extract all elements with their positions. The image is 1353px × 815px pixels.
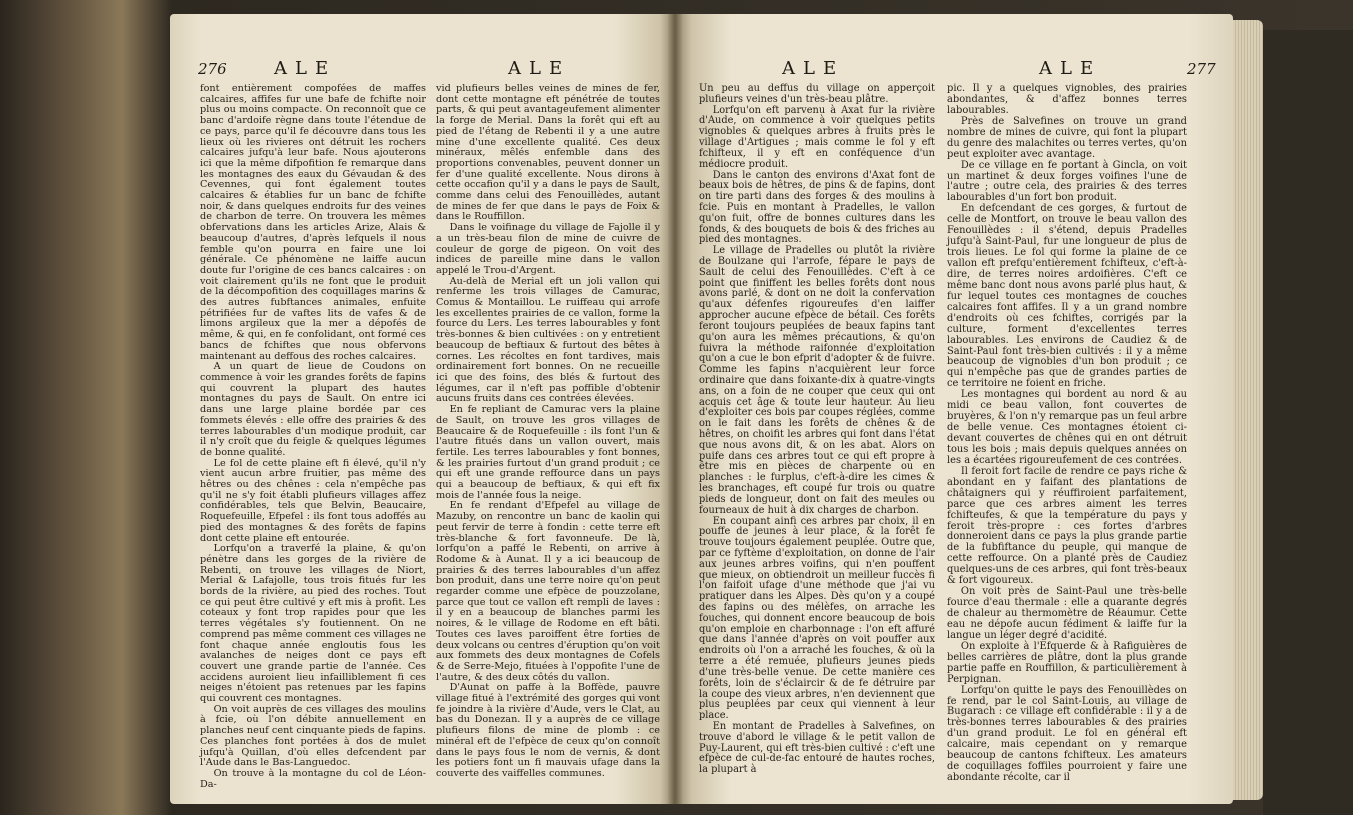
paragraph: Au-delà de Merial eft un joli vallon qui renferme les trois villages de Camurac, Comus & Montaillou. Le ruiffeau qui arrofe les excellentes prairies de ce vallon, forme la fource du Lers. Les terres labourables y font très-bonnes & bien cultivées : on y entretient beaucoup de beftiaux & furtout des bêtes à cornes. Les récoltes en font tardives, mais ordinairement fort bonnes. On ne recueille ici que des foins, des blés & furtout des légumes, car il n'eft pas poffible d'obtenir aucuns fruits dans ces contrées élevées.	[436, 275, 660, 405]
paragraph: Lorfqu'on quitte le pays des Fenouillèdes on fe rend, par le col Saint-Louis, au village de Bugarach : ce village eft confidérable : il y a de très-bonnes terres labourables & des prairies d'un grand produit. Le fol en général eft calcaire, mais cependant on y remarque beaucoup de cantons fchifteux. Les amateurs de coquillages foffiles pourroient y faire une abondante récolte, car il	[947, 684, 1187, 784]
left-header	[170, 58, 675, 84]
paragraph: On voit auprès de ces villages des moulins à fcie, où l'on débite annuellement en planches neuf cent cinquante pieds de fapins. Ces planches font portées à dos de mulet jufqu'à Quillan, d'où elles defcendent par l'Aude dans le Bas-Languedoc.	[200, 703, 426, 769]
paragraph: pic. Il y a quelques vignobles, des prairies abondantes, & d'affez bonnes terres labourables.	[947, 83, 1187, 116]
paragraph: En coupant ainfi ces arbres par choix, il en pouffe de jeunes à leur place, & la forêt fe trouve toujours également peuplée. Outre que, par ce fyftème d'exploitation, on donne de l'air aux jeunes arbres voifins, qui n'en pouffent que mieux, on obtiendroit un meilleur fuccès fi l'on faifoit ufage d'une méthode que j'ai vu pratiquer dans les Alpes. Dès qu'on y a coupé des fapins ou des mélèfes, on arrache les fouches, qui donnent encore beaucoup de bois qu'on emploie en charbonnage : l'on eft affuré que dans l'année d'après on voit pouffer aux endroits où l'on a arraché les fouches, & où la terre a été remuée, plufieurs jeunes pieds d'une très-belle venue. De cette manière ces forêts, loin de s'éclaircir & de fe détruire par la coupe des vieux arbres, n'en deviennent que plus peuplées par ceux qui viennent à leur place.	[699, 515, 935, 722]
paragraph: Lorfqu'on eft parvenu à Axat fur la rivière d'Aude, on commence à voir quelques petits vignobles & quelques arbres à fruits près le village d'Artigues ; mais comme le fol y eft fchifteux, il y eft en conféquence d'un médiocre produit.	[699, 104, 935, 170]
paragraph: A un quart de lieue de Coudons on commence à voir les grandes forêts de fapins qui couvrent la plupart des hautes montagnes du pays de Sault. On entre ici dans une large plaine bordée par ces fommets élevés : elle offre des prairies & des terres labourables d'un modique produit, car il n'y croît que du feigle & quelques légumes de bonne qualité.	[200, 361, 426, 458]
paragraph: Le village de Pradelles ou plutôt la rivière de Boulzane qui l'arrofe, fépare le pays de Sault de celui des Fenouillèdes. C'eft à ce point que finiffent les belles forêts dont nous avons parlé, & dont on ne doit la confervation qu'aux défenfes rigoureufes d'en laiffer approcher aucune efpèce de bétail. Ces forêts feront toujours peuplées de beaux fapins tant qu'on aura les mêmes précautions, & qu'on fuivra la méthode raifonnée d'exploitation qu'on a cue le bon efprit d'adopter & de fuivre. Comme les fapins n'acquièrent leur force ordinaire que dans foixante-dix à quatre-vingts ans, on a foin de ne couper que ceux qui ont acquis cet âge & toute leur hauteur. Au lieu d'exploiter ces bois par coupes réglées, comme on le fait dans les forêts de chênes & de hêtres, on choifit les arbres qui font dans l'état que nous avons dit, & on les abat. Alors on puife dans ces arbres tout ce qui eft propre à être mis en pièces de charpente ou en planches : le furplus, c'eft-à-dire les cimes & les branchages, eft coupé fur trois ou quatre pieds de longueur, dont on fait des meules ou fourneaux de huit à dix charges de charbon.	[699, 245, 935, 516]
paragraph: Il feroit fort facile de rendre ce pays riche & abondant en y faifant des plantations de châtaigners qui y réuffiroient parfaitement, parce que ces arbres aiment les terres fchifteufes, & que la température du pays y feroit très-propre : ces fortes d'arbres donneroient dans ce pays la plus grande partie de la fubfiftance du peuple, qui manque de cette reffource. On a planté près de Caudiez quelques-uns de ces arbres, qui font très-beaux & fort vigoureux.	[947, 465, 1187, 587]
paragraph: De ce village en fe portant à Gincla, on voit un martinet & deux forges voifines l'une de l'autre ; outre cela, des prairies & des terres labourables d'un fort bon produit.	[947, 159, 1187, 204]
paragraph: On trouve à la montagne du col de Léon-Da-	[200, 768, 426, 790]
left-running-head-1: ALE	[274, 58, 337, 79]
right-page-number: 277	[1187, 60, 1216, 78]
paragraph: En montant de Pradelles à Salvefines, on trouve d'abord le village & le petit vallon de Puy-Laurent, qui eft très-bien cultivé : c'eft une efpèce de cul-de-fac entouré de hautes roches, la plupart à	[699, 720, 935, 776]
right-column-1	[699, 84, 935, 776]
right-column-2	[947, 84, 1187, 784]
right-page	[675, 14, 1233, 804]
paragraph: En defcendant de ces gorges, & furtout de celle de Montfort, on trouve le beau vallon des Fenouillèdes : il s'étend, depuis Pradelles jufqu'à Saint-Paul, fur une longueur de plus de trois lieues. Le fol qui forme la plaine de ce vallon eft prefqu'entièrement fchifteux, c'eft-à-dire, de terres noires ardoifières. C'eft ce même banc dont nous avons parlé plus haut, & fur lequel toutes ces montagnes de couches calcaires font affifes. Il y a un grand nombre d'endroits où ces fchiftes, corrigés par la culture, forment d'excellentes terres labourables. Les environs de Caudiez & de Saint-Paul font très-bien cultivés : il y a même beaucoup de vignobles d'un bon produit ; ce qui n'empêche pas que de grandes parties de ce territoire ne foient en friche.	[947, 203, 1187, 390]
right-running-head-2: ALE	[1039, 58, 1102, 79]
paragraph: Un peu au deffus du village on apperçoit plufieurs veines d'un très-beau plâtre.	[699, 83, 935, 105]
left-column-2	[436, 84, 660, 780]
paragraph: Près de Salvefines on trouve un grand nombre de mines de cuivre, qui font la plupart du genre des malachites ou terres vertes, qu'on peut exploiter avec avantage.	[947, 115, 1187, 160]
background-shadow	[1263, 30, 1353, 815]
paragraph: En fe rendant d'Efpefel au village de Mazuby, on rencontre un banc de kaolin qui peut fervir de terre à fondin : cette terre eft très-blanche & fort favonneufe. De là, lorfqu'on a paffé le Rebenti, on arrive à Rodome & à Aunat. Il y a ici beaucoup de prairies & des terres labourables d'un affez bon produit, dans une terre noire qu'on peut regarder comme une efpèce de pouzzolane, parce que tout ce vallon eft rempli de laves : il y en a beaucoup de blanches parmi les noires, & le village de Rodome en eft bâti. Toutes ces laves paroiffent être forties de deux volcans ou centres d'éruption qu'on voit aux fommets des deux montagnes de Cofels & de Serre-Mejo, fituées à l'oppofite l'une de l'autre, & des deux côtés du vallon.	[436, 500, 660, 683]
book-gutter	[667, 14, 683, 804]
right-running-head-1: ALE	[782, 58, 845, 79]
paragraph: D'Aunat on paffe à la Boffède, pauvre village fitué à l'extrémité des gorges qui vont fe joindre à la rivière d'Aude, vers le Clat, au bas du Donezan. Il y a auprès de ce village plufieurs filons de mine de plomb : ce minéral eft de l'efpèce de ceux qu'on connoît dans le pays fous le nom de vernis, & dont les potiers font un fi mauvais ufage dans la couverte des vaiffelles communes.	[436, 682, 660, 779]
left-column-1	[200, 84, 426, 790]
paragraph: Dans le canton des environs d'Axat font de beaux bois de hêtres, de pins & de fapins, dont on tire parti dans des forges & des moulins à fcie. Puis en montant à Pradelles, le vallon qu'on fuit, offre de bonnes cultures dans les fonds, & des bouquets de bois & des friches au pied des montagnes.	[699, 169, 935, 246]
left-page-number: 276	[198, 60, 227, 78]
paragraph: Lorfqu'on a traverfé la plaine, & qu'on pénètre dans les gorges de la rivière de Rebenti, on trouve les villages de Niort, Merial & Lafajolle, tous trois fitués fur les bords de la rivière, au pied des roches. Tout ce qui peut être cultivé y eft mis à profit. Les coteaux y font trop rapides pour que les terres végétales s'y foutiennent. On ne comprend pas même comment ces villages ne font chaque année engloutis fous les avalanches de neiges dont ce pays eft couvert une grande partie de l'année. Ces accidens auroient lieu infailliblement fi ces neiges n'étoient pas retenues par les fapins qui couvrent ces montagnes.	[200, 543, 426, 705]
paragraph: En fe repliant de Camurac vers la plaine de Sault, on trouve les gros villages de Beaucaire & de Roquefeuille : ils font l'un & l'autre fitués dans un vallon ouvert, mais fertile. Les terres labourables y font bonnes, & les prairies furtout d'un grand produit ; ce qui eft une grande reffource dans un pays qui a beaucoup de beftiaux, & qui eft fix mois de l'année fous la neige.	[436, 404, 660, 501]
left-running-head-2: ALE	[508, 58, 571, 79]
paragraph: font entièrement compofées de maffes calcaires, affifes fur une bafe de fchifte noir plus ou moins compacte. On reconnoît que ce banc d'ardoife règne dans toute l'étendue de ce pays, parce qu'il fe découvre dans tous les lieux où les rivieres ont détruit les rochers calcaires jufqu'à leur bafe. Nous ajouterons ici que la même difpofition fe remarque dans les montagnes des eaux du Gévaudan & des Cevennes, qui font également toutes calcaires & établies fur un banc de fchifte noir, & dans quelques endroits fur des veines de charbon de terre. On trouvera les mêmes obfervations dans les articles Arize, Alais & beaucoup d'autres, d'après lefquels il nous femble qu'on pourra en faire une loi générale. Ce phénomène ne laiffe aucun doute fur l'origine de ces bancs calcaires : on voit clairement qu'ils ne font que le produit de la décompofition des coquillages marins & des autres fubftances animales, enfuite pétrifiées fur de vaftes lits de vafes & de limons argileux que la mer a dépofés de même, & qui, en fe confolidant, ont formé ces bancs de fchiftes que nous obfervons maintenant au deffous des roches calcaires.	[200, 83, 426, 362]
right-header	[675, 58, 1233, 84]
paragraph: On voit près de Saint-Paul une très-belle fource d'eau thermale : elle a quarante degrés de chaleur au thermomètre de Réaumur. Cette eau ne dépofe aucun fédiment & laiffe fur la langue un léger degré d'acidité.	[947, 586, 1187, 641]
paragraph: Les montagnes qui bordent au nord & au midi ce beau vallon, font couvertes de bruyères, & l'on n'y remarque pas un feul arbre de belle venue. Ces montagnes étoient ci-devant couvertes de chênes qui en ont détruit tous les bois ; mais depuis quelques années on les a écartées rigoureufement de ces contrées.	[947, 389, 1187, 466]
paragraph: vid plufieurs belles veines de mines de fer, dont cette montagne eft pénétrée de toutes parts, & qui peut avantageufement alimenter la forge de Merial. Dans la forêt qui eft au pied de l'étang de Rebenti il y a une autre mine d'une excellente qualité. Ces deux minéraux, mêlés enfemble dans des proportions convenables, peuvent donner un fer d'une qualité excellente. Nous dirons à cette occafion qu'il y a dans le pays de Sault, comme dans celui des Fenouillèdes, autant de mines de fer que dans le pays de Foix & dans le Rouffillon.	[436, 83, 660, 223]
paragraph: On exploite à l'Efquerde & à Rafiguières de belles carrières de plâtre, dont la plus grande partie paffe en Rouffillon, & particulièrement à Perpignan.	[947, 640, 1187, 685]
paragraph: Le fol de cette plaine eft fi élevé, qu'il n'y vient aucun arbre fruitier, pas même des hêtres ou des chênes : cela n'empêche pas qu'il ne s'y foit établi plufieurs villages affez confidérables, tels que Belvin, Beaucaire, Roquefeuille, Efpefel : ils font tous adoffés au pied des montagnes & des forêts de fapins dont cette plaine eft entourée.	[200, 457, 426, 544]
page-edges	[1233, 20, 1263, 800]
left-page	[170, 14, 675, 804]
paragraph: Dans le voifinage du village de Fajolle il y a un très-beau filon de mine de cuivre de couleur de gorge de pigeon. On voit des indices de pareille mine dans le vallon appelé le Trou-d'Argent.	[436, 222, 660, 276]
